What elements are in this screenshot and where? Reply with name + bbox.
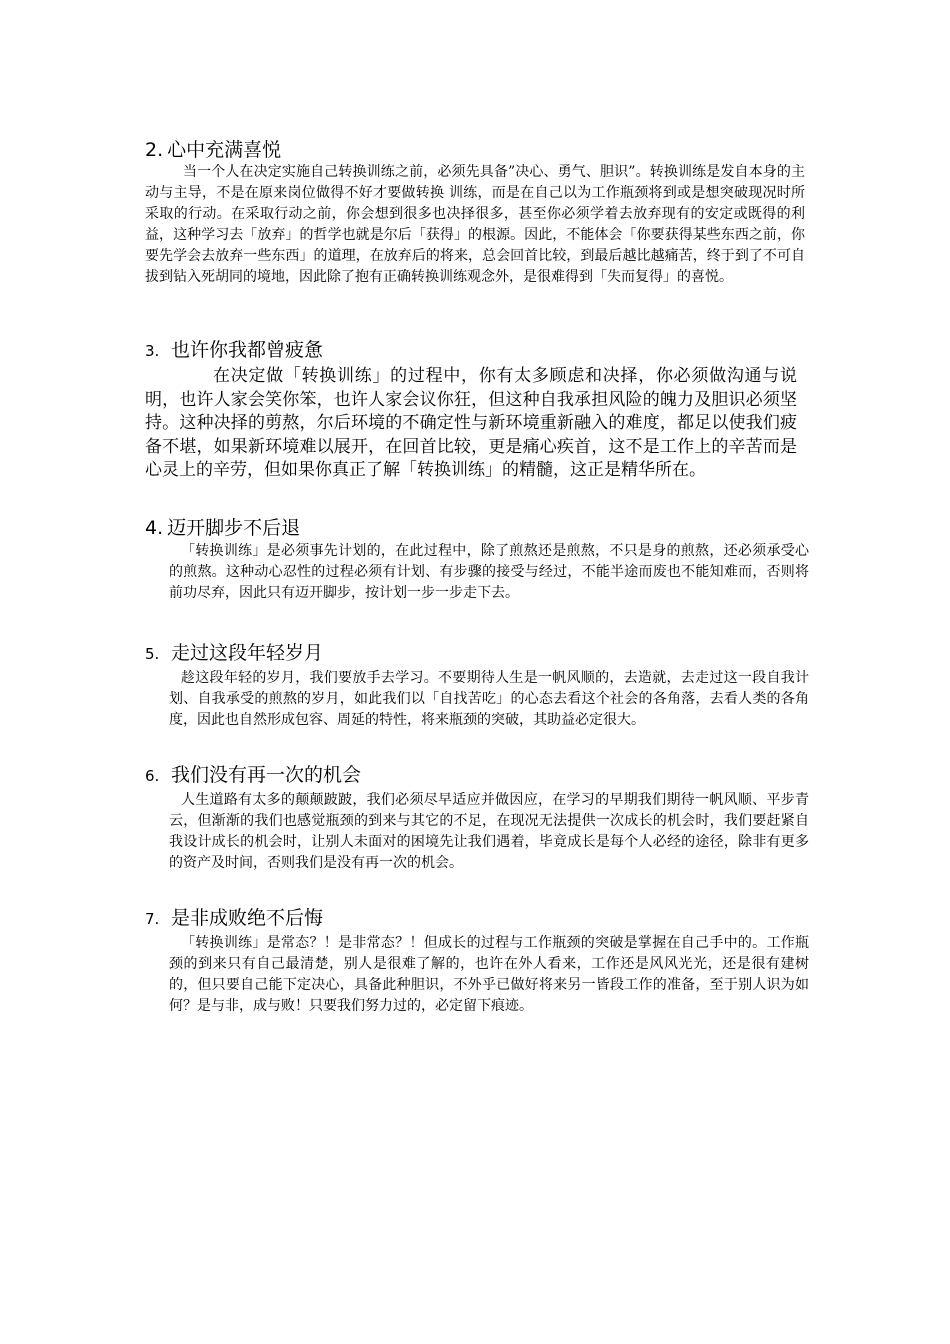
section-title: 是非成败绝不后悔 (171, 907, 324, 929)
section-number: 4. (145, 517, 164, 539)
section-title: 也许你我都曾疲惫 (171, 339, 324, 361)
section-number: 7. (145, 910, 160, 928)
section-heading (145, 515, 810, 541)
section-body: 「转换训练」是必须事先计划的，在此过程中，除了煎熬还是煎熬，不只是身的煎熬，还必须承受心的煎熬。这种动心忍性的过程必须有计划、有步骤的接受与经过，不能半途而废也不能知难而，否则将前功尽弃，因此只有迈开脚步，按计划一步一步走下去。 (169, 543, 809, 601)
section-body: 趁这段年轻的岁月，我们要放手去学习。不要期待人生是一帆风顺的，去造就，去走过这一段自我计划、自我承受的煎熬的岁月，如此我们以「自找苦吃」的心态去看这个社会的各角落，去看人类的各角度，因此也自然形成包容、周延的特性，将来瓶颈的突破，其助益必定很大。 (169, 670, 809, 728)
section-heading (145, 337, 797, 364)
section-title: 我们没有再一次的机会 (171, 764, 362, 786)
section-2 (145, 137, 805, 288)
section-title: 心中充满喜悦 (167, 139, 282, 161)
section-heading (145, 640, 810, 667)
section-title: 迈开脚步不后退 (167, 517, 301, 539)
section-5 (145, 640, 810, 731)
section-number: 2. (145, 139, 164, 161)
section-body: 「转换训练」是常态？！是非常态？！但成长的过程与工作瓶颈的突破是掌握在自己手中的。工作瓶颈的到来只有自己最清楚，别人是很难了解的，也许在外人看来，工作还是风风光光，还是很有建树的，但只要自己能下定决心，具备此种胆识，不外乎已做好将来另一皆段工作的准备，至于别人识为如何？是与非，成与败！只要我们努力过的，必定留下痕迹。 (169, 935, 809, 1014)
section-number: 5. (145, 645, 160, 663)
section-heading (145, 762, 810, 789)
section-heading (145, 137, 805, 163)
section-title: 走过这段年轻岁月 (171, 642, 324, 664)
section-number: 6. (145, 767, 160, 785)
section-4 (145, 515, 810, 604)
section-7 (145, 905, 810, 1017)
section-body: 人生道路有太多的颠颠跛跛，我们必须尽早适应并做因应，在学习的早期我们期待一帆风顺、平步青云，但渐渐的我们也感觉瓶颈的到来与其它的不足，在现况无法提供一次成长的机会时，我们要赶紧自我设计成长的机会时，让别人未面对的困境先让我们遇着，毕竟成长是每个人必经的途径，除非有更多的资产及时间，否则我们是没有再一次的机会。 (169, 792, 809, 871)
section-6 (145, 762, 810, 874)
section-3 (145, 337, 797, 483)
section-heading (145, 905, 810, 932)
section-number: 3. (145, 342, 160, 360)
section-body: 当一个人在决定实施自己转换训练之前，必须先具备”决心、勇气、胆识”。转换训练是发自本身的主动与主导，不是在原来岗位做得不好才要做转换 训练，而是在自己以为工作瓶颈将到或是想突破现况时所采取的行动。在采取行动之前，你会想到很多也决择很多，甚至你必须学着去放弃现有的安定或既得的利益，这种学习去「放弃」的哲学也就是尔后「获得」的根源。因此，不能体会「你要获得某些东西之前，你要先学会去放弃一些东西」的道理，在放弃后的将来，总会回首比较，到最后越比越痛苦，终于到了不可自拔到钻入死胡同的境地，因此除了抱有正确转换训练观念外，是很难得到「失而复得」的喜悦。 (145, 164, 805, 285)
section-body: 在决定做「转换训练」的过程中，你有太多顾虑和决择，你必须做沟通与说明，也许人家会笑你笨，也许人家会议你狂，但这种自我承担风险的魄力及胆识必须坚持。这种决择的剪熬，尔后环境的不确定性与新环境重新融入的难度，都足以使我们疲备不堪，如果新环境难以展开，在回首比较，更是痛心疾首，这不是工作上的辛苦而是心灵上的辛劳，但如果你真正了解「转换训练」的精髓，这正是精华所在。 (145, 366, 797, 480)
